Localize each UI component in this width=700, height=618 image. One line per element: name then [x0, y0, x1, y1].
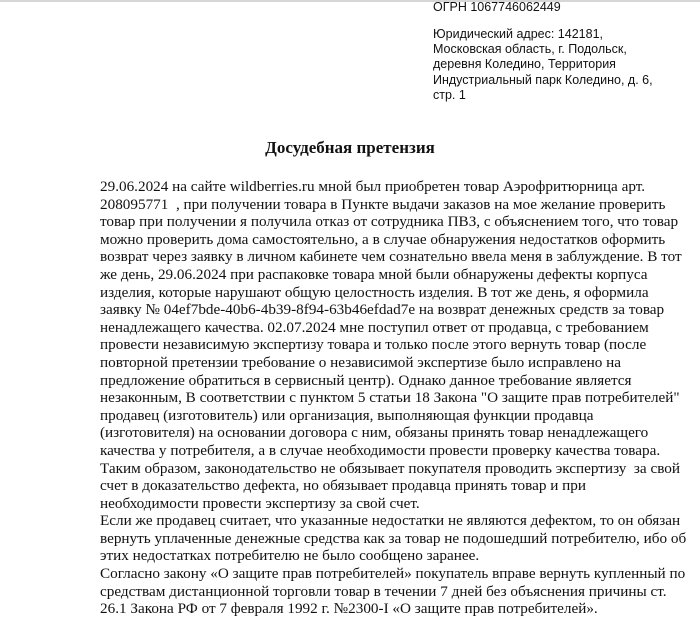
body-line: вернуть уплаченные денежные средства как за товар не подошедший потребителю, ибо об [100, 529, 687, 547]
body-line: качества у потребителя, а в случае необходимости провести проверку качества товара. [100, 441, 661, 459]
body-line: 26.1 Закона РФ от 7 февраля 1992 г. №2300-I «О защите прав потребителей». [100, 600, 598, 618]
body-line: можно проверить дома самостоятельно, а в случае обнаружения недостатков оформить [100, 230, 666, 248]
body-line: возврат через заявку в личном кабинете чем сознательно ввела меня в заблуждение. В тот [100, 248, 682, 266]
legal-address-block [433, 27, 698, 103]
body-line: Таким образом, законодательство не обязывает покупателя проводить экспертизу за свой [100, 459, 680, 477]
address-line: Индустриальный парк Коледино, д. 6, [433, 72, 653, 87]
body-line: ненадлежащего качества. 02.07.2024 мне поступил ответ от продавца, с требованием [100, 318, 649, 336]
ogrn-line: ОГРН 1067746062449 [433, 0, 561, 14]
body-line: Согласно закону «О защите прав потребителей» покупатель вправе вернуть купленный по [100, 565, 686, 583]
body-line: 29.06.2024 на сайте wildberries.ru мной был приобретен товар Аэрофритюрница арт. [100, 178, 646, 195]
document-body [100, 178, 700, 618]
body-line: товар при получении я получила отказ от сотрудника ПВЗ, с объяснением того, что товар [100, 213, 679, 231]
body-line: изделия, которые нарушают общую целостность изделия. В тот же день, я оформила [100, 283, 649, 301]
body-line: средствам дистанционной торговли товар в течении 7 дней без объяснения причины ст. [100, 582, 667, 600]
body-line: провести независимую экспертизу товара и только после этого вернуть товар (после [100, 336, 647, 354]
body-line: этих недостатках потребителю не было сообщено заранее. [100, 547, 480, 565]
address-line: стр. 1 [433, 87, 466, 102]
body-line: необходимости провести экспертизу за свой счет. [100, 494, 420, 512]
address-line: деревня Коледино, Территория [433, 57, 616, 72]
body-line: повторной претензии требование о независимой экспертизе было исправлено на [100, 353, 622, 371]
body-line: счет в доказательство дефекта, но обязывает продавца принять товар и при [100, 477, 587, 495]
body-line: (изготовителя) на основании договора с ним, обязаны принять товар ненадлежащего [100, 424, 649, 442]
body-line: 208095771 , при получении товара в Пункте выдачи заказов на мое желание проверить [100, 195, 666, 213]
address-line: Юридический адрес: 142181, [433, 27, 603, 41]
page-top-border [0, 0, 700, 2]
body-line: предложение обратиться в сервисный центр). Однако данное требование является [100, 371, 632, 389]
body-line: заявку № 04ef7bde-40b6-4b39-8f94-63b46efdad7e на возврат денежных средств за товар [100, 301, 665, 319]
body-line: же день, 29.06.2024 при распаковке товара мной были обнаружены дефекты корпуса [100, 265, 648, 283]
body-line: Если же продавец считает, что указанные недостатки не являются дефектом, то он обязан [100, 512, 681, 530]
document-title: Досудебная претензия [265, 138, 435, 157]
address-line: Московская область, г. Подольск, [433, 42, 627, 57]
body-line: незаконным, В соответствии с пунктом 5 статьи 18 Закона "О защите прав потребителей" [100, 389, 680, 407]
body-line: продавец (изготовитель) или организация, выполняющая функции продавца [100, 406, 594, 424]
